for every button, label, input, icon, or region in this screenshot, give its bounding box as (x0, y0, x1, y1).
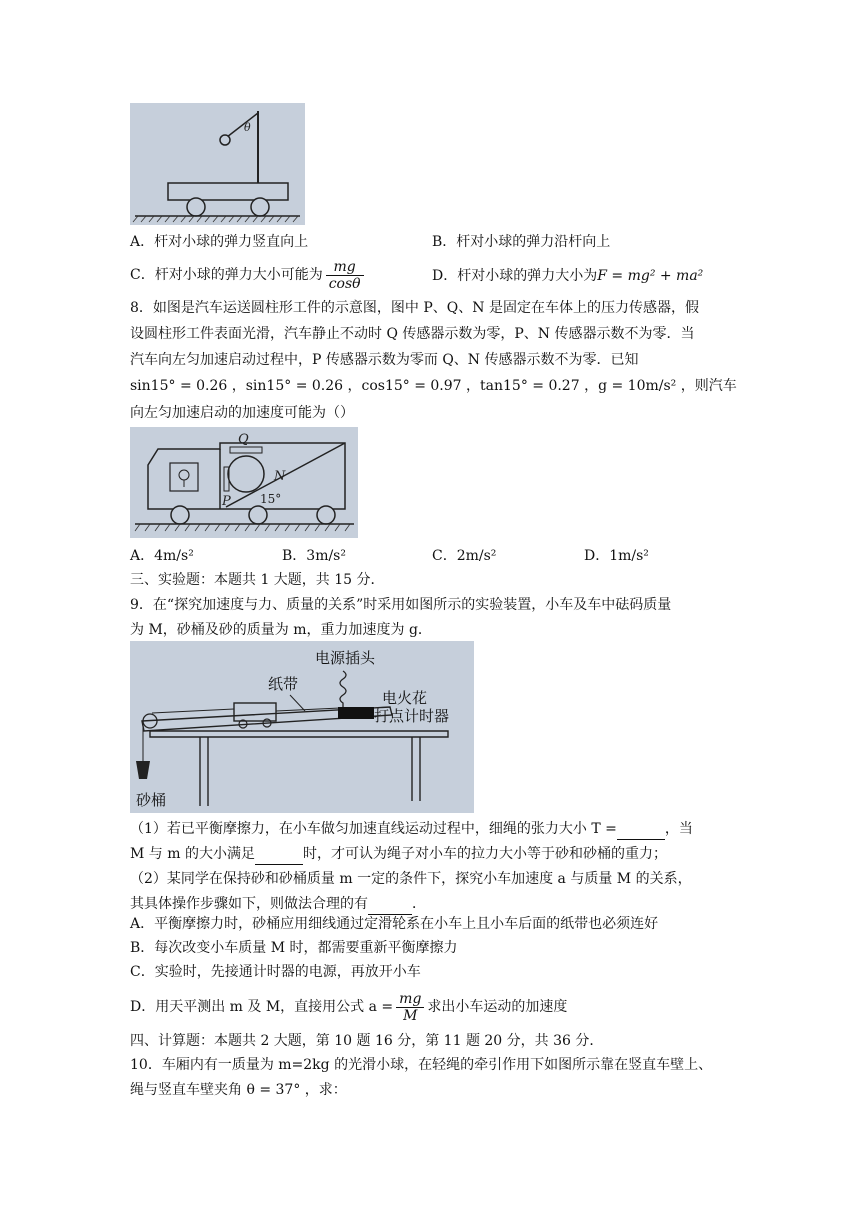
q9-sub1-line-2 (130, 844, 667, 865)
section-3-heading: 三、实验题：本题共 1 大题，共 15 分． (130, 572, 385, 588)
figure-pendulum-cart (130, 103, 305, 225)
q8-line-5: 向左匀加速启动的加速度可能为（） (130, 405, 354, 421)
q8-line-4: sin15° = 0.26 ，sin15° = 0.26 ，cos15° = 0.97 ，tan15° = 0.27 ，g = 10m/s² ，则汽车 (130, 378, 737, 394)
q8-line-3: 汽车向左匀加速启动过程中，P 传感器示数为零而 Q、N 传感器示数不为零．已知 (130, 352, 639, 368)
figure-experiment-apparatus (130, 641, 474, 813)
q7-option-d-text: D．杆对小球的弹力大小为 (432, 268, 598, 284)
q7-option-d-formula: F = mg² + ma² (597, 268, 704, 284)
q8-option-a: A．4m/s² (130, 548, 194, 564)
q9-option-b: B．每次改变小车质量 M 时，都需要重新平衡摩擦力 (130, 940, 458, 956)
q7-option-c-fraction (326, 259, 364, 292)
pendulum-cart-diagram (130, 103, 305, 225)
q9-option-c: C．实验时，先接通计时器的电源，再放开小车 (130, 964, 421, 980)
theta-label: θ (244, 121, 251, 134)
label-n: N (274, 469, 286, 484)
q9-option-d-fraction (396, 991, 424, 1024)
q9-sub2-line-2 (130, 894, 426, 915)
q8-line-1: 8．如图是汽车运送圆柱形工件的示意图，图中 P、Q、N 是固定在车体上的压力传感器，假 (130, 300, 699, 316)
q9-d-denominator: M (403, 1007, 418, 1024)
q9-line-2: 为 M，砂桶及砂的质量为 m，重力加速度为 g． (130, 622, 432, 638)
label-timer-line-2: 打点计时器 (374, 707, 450, 725)
q9-sub1-text-c: M 与 m 的大小满足 (130, 846, 255, 862)
q9-tension-blank (617, 819, 665, 840)
q9-option-a: A．平衡摩擦力时，砂桶应用细线通过定滑轮系在小车上且小车后面的纸带也必须连好 (130, 916, 659, 932)
q8-option-b: B．3m/s² (282, 548, 346, 564)
q9-answer-blank (368, 894, 412, 915)
label-sand-bucket: 砂桶 (136, 791, 167, 809)
label-p: P (222, 494, 231, 509)
q9-d-numerator: mg (396, 991, 424, 1008)
truck-cylinder-diagram (130, 427, 358, 538)
label-paper-tape: 纸带 (268, 675, 299, 693)
q10-line-1: 10．车厢内有一质量为 m=2kg 的光滑小球，在轻绳的牵引作用下如图所示靠在竖直车壁上、 (130, 1057, 713, 1073)
q9-line-1: 9．在“探究加速度与力、质量的关系”时采用如图所示的实验装置，小车及车中砝码质量 (130, 597, 672, 613)
label-q: Q (238, 432, 249, 447)
q7-option-d (432, 266, 703, 286)
q8-option-c: C．2m/s² (432, 548, 497, 564)
label-power-plug: 电源插头 (315, 649, 376, 667)
q8-line-2: 设圆柱形工件表面光滑，汽车静止不动时 Q 传感器示数为零，P、N 传感器示数不为零．当 (130, 326, 695, 342)
q9-sub1-line-1 (130, 819, 693, 840)
section-4-heading: 四、计算题：本题共 2 大题，第 10 题 16 分，第 11 题 20 分，共 36 分． (130, 1033, 604, 1049)
q9-option-d-text: D．用天平测出 m 及 M，直接用公式 a = (130, 999, 394, 1015)
figure-truck-cylinder (130, 427, 358, 538)
q9-sub2-text-b: 其具体操作步骤如下，则做法合理的有 (130, 896, 368, 912)
q9-sub1-text-d: 时，才可认为绳子对小车的拉力大小等于砂和砂桶的重力； (302, 846, 667, 862)
label-timer-line-1: 电火花 (382, 689, 428, 707)
label-angle: 15° (260, 492, 282, 506)
q10-line-2: 绳与竖直车壁夹角 θ = 37° ，求： (130, 1082, 347, 1098)
q9-option-d-suffix: 求出小车运动的加速度 (427, 999, 568, 1015)
experiment-apparatus-diagram (130, 641, 474, 813)
q8-option-d: D．1m/s² (584, 548, 649, 564)
q7-option-b: B．杆对小球的弹力沿杆向上 (432, 234, 611, 250)
q9-sub2-line-1: （2）某同学在保持砂和砂桶质量 m 一定的条件下，探究小车加速度 a 与质量 M 的关系， (130, 871, 692, 887)
q7-option-a: A．杆对小球的弹力竖直向上 (130, 234, 309, 250)
q9-sub1-text-b: ，当 (664, 821, 693, 837)
q9-sub2-text-c: ． (412, 896, 426, 912)
q9-option-d (130, 989, 567, 1025)
q7-c-denominator: cosθ (328, 275, 361, 292)
q9-sub1-text-a: （1）若已平衡摩擦力，在小车做匀加速直线运动过程中，细绳的张力大小 T = (130, 821, 617, 837)
q7-c-numerator: mg (326, 259, 364, 276)
q7-option-c (130, 258, 367, 292)
q7-option-c-text: C．杆对小球的弹力大小可能为 (130, 267, 323, 283)
q9-condition-blank (255, 844, 303, 865)
